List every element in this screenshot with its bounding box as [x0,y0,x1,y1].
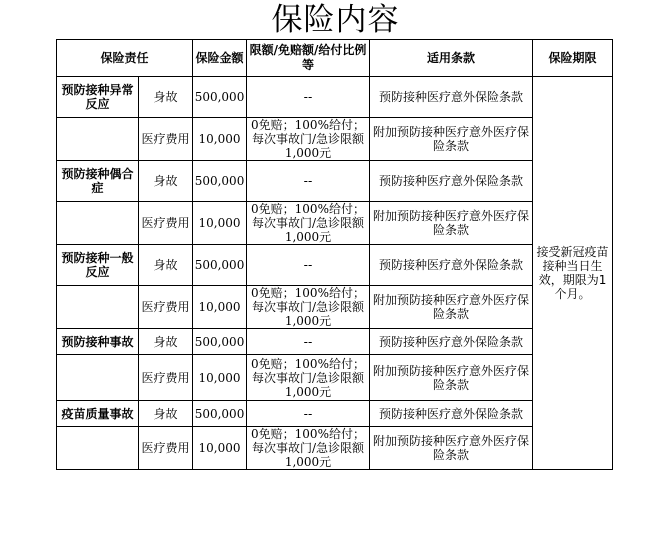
insured-amount: 500,000 [193,77,247,118]
applicable-clause: 附加预防接种医疗意外医疗保险条款 [370,118,533,161]
insured-amount: 10,000 [193,118,247,161]
limit-value: -- [247,161,370,202]
table-row [57,161,613,202]
benefit-type: 医疗费用 [139,355,193,401]
table-row [57,401,613,427]
benefit-type: 身故 [139,161,193,202]
benefit-type: 身故 [139,401,193,427]
insured-amount: 10,000 [193,202,247,245]
table-row [57,286,613,329]
liability-name: 预防接种事故 [57,329,139,355]
table-row [57,77,613,118]
liability-name: 疫苗质量事故 [57,401,139,427]
applicable-clause: 预防接种医疗意外保险条款 [370,329,533,355]
limit-value: 0免赔；100%给付；每次事故门/急诊限额1,000元 [247,118,370,161]
benefit-type: 身故 [139,245,193,286]
header-amount: 保险金额 [193,40,247,77]
limit-value: 0免赔；100%给付；每次事故门/急诊限额1,000元 [247,355,370,401]
liability-name: 预防接种异常反应 [57,77,139,118]
insured-amount: 10,000 [193,286,247,329]
liability-name-empty [57,286,139,329]
benefit-type: 医疗费用 [139,118,193,161]
insured-amount: 500,000 [193,245,247,286]
page-title: 保险内容 [271,2,400,38]
liability-name-empty [57,202,139,245]
insured-amount: 10,000 [193,355,247,401]
benefit-type: 身故 [139,77,193,118]
limit-value: -- [247,401,370,427]
liability-name-empty [57,355,139,401]
header-limit: 限额/免赔额/给付比例等 [247,40,370,77]
insurance-table [56,39,613,470]
benefit-type: 医疗费用 [139,286,193,329]
header-period: 保险期限 [533,40,613,77]
applicable-clause: 附加预防接种医疗意外医疗保险条款 [370,286,533,329]
applicable-clause: 附加预防接种医疗意外医疗保险条款 [370,427,533,470]
table-row [57,355,613,401]
insured-amount: 500,000 [193,401,247,427]
applicable-clause: 预防接种医疗意外保险条款 [370,401,533,427]
limit-value: -- [247,329,370,355]
insured-amount: 500,000 [193,329,247,355]
table-row [57,427,613,470]
table-row [57,329,613,355]
liability-name-empty [57,118,139,161]
liability-name: 预防接种偶合症 [57,161,139,202]
header-row [57,40,613,77]
applicable-clause: 预防接种医疗意外保险条款 [370,161,533,202]
header-clause: 适用条款 [370,40,533,77]
liability-name-empty [57,427,139,470]
limit-value: 0免赔；100%给付；每次事故门/急诊限额1,000元 [247,427,370,470]
applicable-clause: 预防接种医疗意外保险条款 [370,77,533,118]
insured-amount: 10,000 [193,427,247,470]
applicable-clause: 附加预防接种医疗意外医疗保险条款 [370,202,533,245]
limit-value: 0免赔；100%给付；每次事故门/急诊限额1,000元 [247,202,370,245]
insured-amount: 500,000 [193,161,247,202]
liability-name: 预防接种一般反应 [57,245,139,286]
header-responsibility: 保险责任 [57,40,193,77]
benefit-type: 医疗费用 [139,202,193,245]
applicable-clause: 附加预防接种医疗意外医疗保险条款 [370,355,533,401]
limit-value: -- [247,77,370,118]
table-row [57,118,613,161]
benefit-type: 身故 [139,329,193,355]
applicable-clause: 预防接种医疗意外保险条款 [370,245,533,286]
limit-value: 0免赔；100%给付；每次事故门/急诊限额1,000元 [247,286,370,329]
insurance-period: 接受新冠疫苗接种当日生效，期限为1个月。 [533,77,613,470]
limit-value: -- [247,245,370,286]
table-row [57,245,613,286]
table-row [57,202,613,245]
benefit-type: 医疗费用 [139,427,193,470]
